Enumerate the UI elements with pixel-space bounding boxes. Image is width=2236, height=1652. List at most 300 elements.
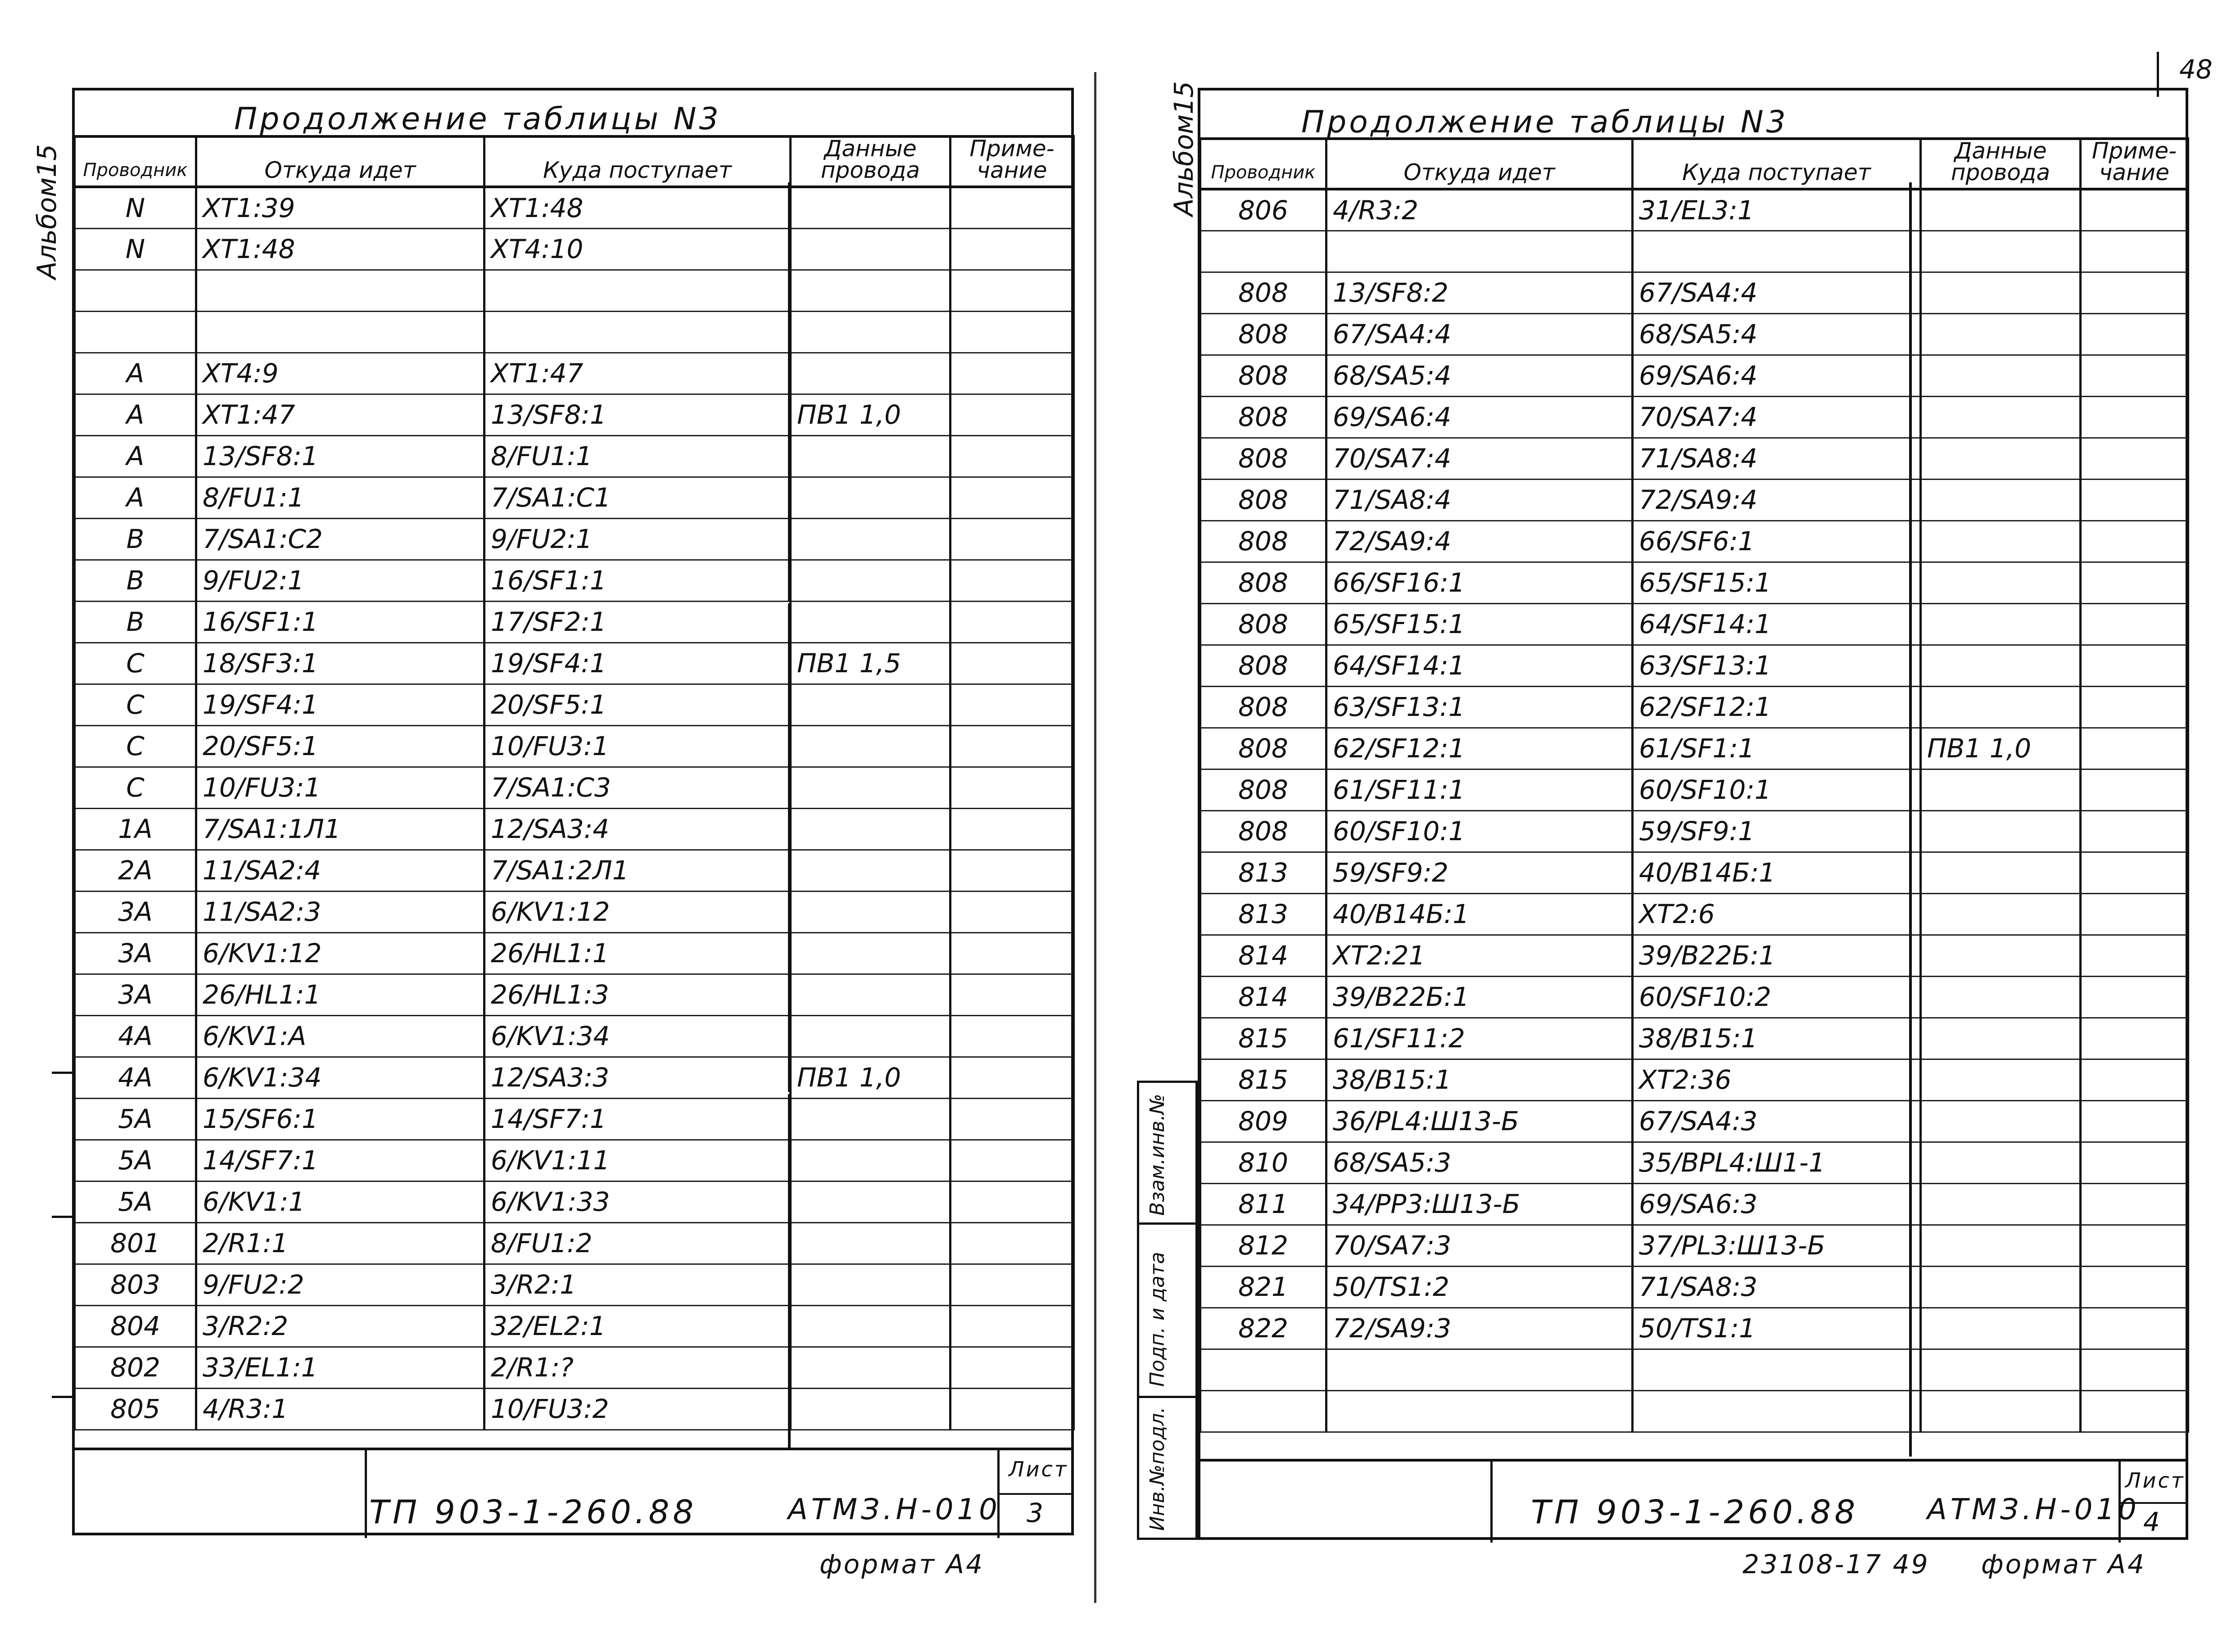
cell-conductor: 5A	[75, 1098, 196, 1140]
cell-to: 10/FU3:2	[484, 1388, 791, 1430]
cell-from: 8/FU1:1	[196, 477, 484, 518]
cell-wire-data	[791, 767, 951, 808]
cell-from: 9/FU2:2	[196, 1264, 484, 1305]
left-wire-table	[73, 135, 1075, 1430]
cell-to: 35/BPL4:Ш1-1	[1633, 1142, 1921, 1183]
cell-conductor: N	[75, 228, 196, 270]
cell-note	[951, 1057, 1074, 1098]
table-row	[1200, 603, 2188, 645]
cell-conductor: A	[75, 394, 196, 435]
cell-conductor: 805	[75, 1388, 196, 1430]
cell-to: 6/KV1:33	[484, 1181, 791, 1222]
cell-from: 61/SF11:1	[1326, 769, 1633, 810]
header-note: Приме- чание	[2081, 139, 2188, 189]
cell-wire-data	[1921, 189, 2081, 231]
cell-from: 68/SA5:3	[1326, 1142, 1633, 1183]
cell-note	[951, 477, 1074, 518]
table-row	[75, 1222, 1074, 1264]
cell-to: 26/HL1:3	[484, 974, 791, 1015]
cell-wire-data	[791, 1222, 951, 1264]
cell-wire-data	[791, 601, 951, 643]
cell-conductor: 5A	[75, 1181, 196, 1222]
header-from: Откуда идет	[1326, 139, 1633, 189]
cell-from: 6/KV1:1	[196, 1181, 484, 1222]
cell-wire-data	[1921, 1349, 2081, 1390]
cell-wire-data	[791, 477, 951, 518]
table-row	[75, 228, 1074, 270]
cell-to: 6/KV1:34	[484, 1015, 791, 1057]
table-row	[1200, 562, 2188, 603]
cell-from: 40/B14Б:1	[1326, 893, 1633, 935]
left-stamp-sheetline	[997, 1493, 1074, 1495]
table-row	[1200, 893, 2188, 935]
cell-conductor: C	[75, 725, 196, 767]
header-to: Куда поступает	[1633, 139, 1921, 189]
cell-to: 59/SF9:1	[1633, 810, 1921, 852]
cell-conductor: 808	[1200, 562, 1326, 603]
table-row	[1200, 1266, 2188, 1308]
cell-note	[2081, 520, 2188, 562]
cell-note	[951, 643, 1074, 684]
cell-conductor: 808	[1200, 520, 1326, 562]
cell-to: 38/B15:1	[1633, 1018, 1921, 1059]
cell-to: 7/SA1:C1	[484, 477, 791, 518]
cell-note	[951, 1347, 1074, 1388]
cell-note	[951, 601, 1074, 643]
cell-conductor: 809	[1200, 1100, 1326, 1142]
cell-wire-data	[791, 891, 951, 932]
cell-to: 14/SF7:1	[484, 1098, 791, 1140]
left-brace-1	[788, 182, 791, 601]
cell-to: 50/TS1:1	[1633, 1308, 1921, 1349]
left-stamp-doc: АТМЗ.Н-010	[788, 1493, 1001, 1526]
cell-to: 67/SA4:3	[1633, 1100, 1921, 1142]
cell-conductor: C	[75, 643, 196, 684]
cell-to: 13/SF8:1	[484, 394, 791, 435]
left-stamp-block	[72, 1448, 1074, 1535]
cell-note	[2081, 1308, 2188, 1349]
cell-from: 34/PP3:Ш13-Б	[1326, 1183, 1633, 1225]
right-stamp-doc: АТМЗ.Н-010	[1927, 1493, 2140, 1526]
right-table-title: Продолжение таблицы N3	[1301, 104, 1788, 140]
cell-conductor: 808	[1200, 272, 1326, 313]
cell-from: 39/B22Б:1	[1326, 976, 1633, 1018]
table-row	[75, 643, 1074, 684]
table-row	[75, 808, 1074, 850]
cell-to: 8/FU1:2	[484, 1222, 791, 1264]
cell-wire-data	[1921, 479, 2081, 520]
cell-to: XT1:47	[484, 353, 791, 394]
cell-conductor: 813	[1200, 852, 1326, 893]
cell-conductor: 815	[1200, 1059, 1326, 1100]
cell-note	[2081, 645, 2188, 686]
album-label-right: Альбом15	[1168, 81, 1199, 216]
cell-conductor: 808	[1200, 645, 1326, 686]
cell-note	[2081, 728, 2188, 769]
cell-wire-data	[791, 353, 951, 394]
cell-from	[196, 270, 484, 311]
header-conductor: Проводник	[75, 136, 196, 187]
cell-wire-data	[791, 974, 951, 1015]
cell-conductor: 813	[1200, 893, 1326, 935]
table-row	[75, 1057, 1074, 1098]
cell-note	[2081, 686, 2188, 728]
cell-note	[2081, 272, 2188, 313]
center-fold-line	[1094, 72, 1096, 1603]
cell-note	[2081, 1266, 2188, 1308]
cell-to: 71/SA8:4	[1633, 438, 1921, 479]
table-row	[1200, 1390, 2188, 1432]
cell-conductor: 808	[1200, 438, 1326, 479]
cell-wire-data	[1921, 272, 2081, 313]
side-label-replace-inv: Взам.инв.№	[1146, 1094, 1169, 1216]
cell-to: 60/SF10:2	[1633, 976, 1921, 1018]
cell-note	[2081, 479, 2188, 520]
cell-conductor	[1200, 1390, 1326, 1432]
cell-note	[2081, 769, 2188, 810]
cell-conductor: 808	[1200, 355, 1326, 396]
cell-from: 7/SA1:C2	[196, 518, 484, 560]
right-stamp-divider	[1490, 1462, 1493, 1543]
album-label-left: Альбом15	[32, 144, 62, 279]
table-row	[1200, 231, 2188, 272]
cell-conductor: 806	[1200, 189, 1326, 231]
left-sheet-number: 3	[1027, 1498, 1045, 1528]
cell-conductor: 808	[1200, 479, 1326, 520]
cell-wire-data	[1921, 1390, 2081, 1432]
right-brace	[1909, 182, 1912, 1457]
cell-from: 7/SA1:1Л1	[196, 808, 484, 850]
table-row	[1200, 769, 2188, 810]
cell-conductor: A	[75, 435, 196, 477]
cell-note	[951, 725, 1074, 767]
cell-to: XT2:6	[1633, 893, 1921, 935]
table-row	[1200, 1142, 2188, 1183]
cell-conductor: 3A	[75, 891, 196, 932]
table-row	[75, 767, 1074, 808]
cell-to: 8/FU1:1	[484, 435, 791, 477]
left-stamp-code: ТП 903-1-260.88	[369, 1493, 697, 1531]
cell-wire-data	[1921, 1225, 2081, 1266]
table-row	[1200, 728, 2188, 769]
right-sheet-label: Лист	[2125, 1468, 2185, 1493]
cell-from: 38/B15:1	[1326, 1059, 1633, 1100]
cell-from: 13/SF8:1	[196, 435, 484, 477]
table-row	[1200, 645, 2188, 686]
cell-from: XT1:47	[196, 394, 484, 435]
cell-note	[951, 435, 1074, 477]
cell-conductor: 1A	[75, 808, 196, 850]
table-row	[1200, 935, 2188, 976]
cell-conductor: 810	[1200, 1142, 1326, 1183]
cell-note	[951, 932, 1074, 974]
cell-to: 61/SF1:1	[1633, 728, 1921, 769]
cell-to: 60/SF10:1	[1633, 769, 1921, 810]
cell-note	[951, 228, 1074, 270]
table-row	[75, 518, 1074, 560]
cell-note	[2081, 189, 2188, 231]
cell-note	[951, 1098, 1074, 1140]
cell-from: 3/R2:2	[196, 1305, 484, 1347]
cell-note	[2081, 1059, 2188, 1100]
cell-from: 6/KV1:A	[196, 1015, 484, 1057]
table-row	[1200, 1349, 2188, 1390]
cell-to: 66/SF6:1	[1633, 520, 1921, 562]
cell-conductor: 808	[1200, 396, 1326, 438]
cell-conductor: 801	[75, 1222, 196, 1264]
cell-conductor: N	[75, 187, 196, 228]
table-row	[75, 601, 1074, 643]
cell-note	[951, 767, 1074, 808]
cell-conductor: 4A	[75, 1015, 196, 1057]
cell-from: XT2:21	[1326, 935, 1633, 976]
cell-conductor: 808	[1200, 313, 1326, 355]
table-row	[1200, 810, 2188, 852]
cell-wire-data	[1921, 976, 2081, 1018]
cell-note	[2081, 1349, 2188, 1390]
table-row	[75, 1347, 1074, 1388]
cell-wire-data	[791, 1347, 951, 1388]
cell-wire-data	[1921, 1142, 2081, 1183]
cell-from: 19/SF4:1	[196, 684, 484, 725]
cell-note	[951, 684, 1074, 725]
table-row	[1200, 852, 2188, 893]
cell-from: 71/SA8:4	[1326, 479, 1633, 520]
cell-to: 3/R2:1	[484, 1264, 791, 1305]
cell-from: 70/SA7:4	[1326, 438, 1633, 479]
cell-to	[1633, 1349, 1921, 1390]
right-stamp-block	[1198, 1459, 2188, 1540]
cell-to: 9/FU2:1	[484, 518, 791, 560]
cell-note	[2081, 893, 2188, 935]
cell-from: 10/FU3:1	[196, 767, 484, 808]
table-row	[1200, 396, 2188, 438]
cell-to: 64/SF14:1	[1633, 603, 1921, 645]
header-to: Куда поступает	[484, 136, 791, 187]
table-row	[75, 394, 1074, 435]
cell-to: 62/SF12:1	[1633, 686, 1921, 728]
cell-wire-data	[1921, 603, 2081, 645]
left-brace-3	[788, 1094, 791, 1450]
left-margin-tick-2	[52, 1216, 72, 1218]
table-row	[1200, 1225, 2188, 1266]
cell-conductor: 808	[1200, 603, 1326, 645]
cell-note	[2081, 1018, 2188, 1059]
cell-note	[2081, 562, 2188, 603]
cell-to: 63/SF13:1	[1633, 645, 1921, 686]
cell-wire-data	[1921, 769, 2081, 810]
cell-conductor: 3A	[75, 974, 196, 1015]
cell-wire-data	[1921, 645, 2081, 686]
cell-to: 71/SA8:3	[1633, 1266, 1921, 1308]
cell-wire-data: ПВ1 1,0	[791, 394, 951, 435]
table-row	[75, 187, 1074, 228]
left-stamp-divider	[365, 1450, 367, 1538]
table-row	[75, 353, 1074, 394]
cell-from: 13/SF8:2	[1326, 272, 1633, 313]
cell-note	[2081, 852, 2188, 893]
cell-conductor: 2A	[75, 850, 196, 891]
cell-to	[484, 270, 791, 311]
cell-from: 6/KV1:12	[196, 932, 484, 974]
cell-conductor: 808	[1200, 728, 1326, 769]
cell-to: 10/FU3:1	[484, 725, 791, 767]
table-row	[1200, 355, 2188, 396]
cell-to: 65/SF15:1	[1633, 562, 1921, 603]
cell-from	[1326, 231, 1633, 272]
cell-note	[2081, 396, 2188, 438]
cell-conductor: B	[75, 560, 196, 601]
header-conductor: Проводник	[1200, 139, 1326, 189]
table-row	[75, 270, 1074, 311]
cell-to: 2/R1:?	[484, 1347, 791, 1388]
cell-to: 6/KV1:12	[484, 891, 791, 932]
cell-conductor: B	[75, 601, 196, 643]
cell-conductor: 808	[1200, 769, 1326, 810]
cell-from: 66/SF16:1	[1326, 562, 1633, 603]
header-from: Откуда идет	[196, 136, 484, 187]
cell-to: 20/SF5:1	[484, 684, 791, 725]
cell-note	[951, 1388, 1074, 1430]
cell-conductor: 803	[75, 1264, 196, 1305]
cell-note	[2081, 231, 2188, 272]
cell-conductor: A	[75, 353, 196, 394]
cell-conductor	[75, 270, 196, 311]
cell-wire-data	[1921, 396, 2081, 438]
cell-conductor: B	[75, 518, 196, 560]
cell-from: 9/FU2:1	[196, 560, 484, 601]
cell-from: 26/HL1:1	[196, 974, 484, 1015]
cell-from: 65/SF15:1	[1326, 603, 1633, 645]
cell-wire-data	[791, 725, 951, 767]
cell-from: 60/SF10:1	[1326, 810, 1633, 852]
cell-note	[2081, 935, 2188, 976]
table-row	[1200, 438, 2188, 479]
table-row	[75, 974, 1074, 1015]
cell-wire-data	[1921, 1100, 2081, 1142]
cell-to: 69/SA6:3	[1633, 1183, 1921, 1225]
cell-conductor: 808	[1200, 686, 1326, 728]
cell-note	[2081, 313, 2188, 355]
cell-note	[2081, 355, 2188, 396]
cell-conductor: 4A	[75, 1057, 196, 1098]
table-row	[75, 684, 1074, 725]
cell-conductor: 814	[1200, 976, 1326, 1018]
cell-wire-data	[791, 1305, 951, 1347]
left-format: формат А4	[819, 1549, 984, 1580]
cell-to	[1633, 1390, 1921, 1432]
cell-to: 70/SA7:4	[1633, 396, 1921, 438]
cell-note	[951, 311, 1074, 353]
cell-conductor: 822	[1200, 1308, 1326, 1349]
cell-note	[951, 394, 1074, 435]
cell-from: 68/SA5:4	[1326, 355, 1633, 396]
cell-to: XT2:36	[1633, 1059, 1921, 1100]
right-stamp-code: ТП 903-1-260.88	[1531, 1493, 1859, 1531]
cell-to: 72/SA9:4	[1633, 479, 1921, 520]
table-row	[1200, 272, 2188, 313]
cell-wire-data	[1921, 1266, 2081, 1308]
side-label-inv-orig: Инв.№подл.	[1146, 1407, 1169, 1531]
header-wire-data: Данные провода	[1921, 139, 2081, 189]
cell-wire-data	[1921, 313, 2081, 355]
cell-note	[951, 1222, 1074, 1264]
left-brace-2	[788, 603, 791, 1092]
cell-conductor: 821	[1200, 1266, 1326, 1308]
cell-wire-data	[1921, 1308, 2081, 1349]
left-margin-tick-1	[52, 1072, 72, 1074]
cell-note	[2081, 976, 2188, 1018]
table-row	[1200, 313, 2188, 355]
cell-wire-data: ПВ1 1,5	[791, 643, 951, 684]
cell-to: 12/SA3:3	[484, 1057, 791, 1098]
cell-wire-data	[1921, 686, 2081, 728]
cell-wire-data	[1921, 935, 2081, 976]
cell-wire-data	[1921, 852, 2081, 893]
table-row	[75, 1098, 1074, 1140]
right-format: формат А4	[1981, 1549, 2146, 1580]
side-label-sign-date: Подп. и дата	[1146, 1252, 1169, 1387]
cell-to	[484, 311, 791, 353]
cell-conductor	[75, 311, 196, 353]
table-row	[1200, 189, 2188, 231]
left-header-row	[75, 136, 1074, 187]
cell-to: 32/EL2:1	[484, 1305, 791, 1347]
cell-wire-data	[791, 311, 951, 353]
cell-from: 61/SF11:2	[1326, 1018, 1633, 1059]
cell-from: 14/SF7:1	[196, 1140, 484, 1181]
cell-from	[1326, 1349, 1633, 1390]
cell-conductor: 5A	[75, 1140, 196, 1181]
cell-from: 20/SF5:1	[196, 725, 484, 767]
cell-from: 50/TS1:2	[1326, 1266, 1633, 1308]
cell-wire-data	[791, 1098, 951, 1140]
cell-from: 72/SA9:4	[1326, 520, 1633, 562]
cell-note	[951, 850, 1074, 891]
cell-conductor: 802	[75, 1347, 196, 1388]
cell-note	[951, 1015, 1074, 1057]
cell-to: 37/PL3:Ш13-Б	[1633, 1225, 1921, 1266]
cell-from: 67/SA4:4	[1326, 313, 1633, 355]
cell-wire-data	[1921, 893, 2081, 935]
cell-note	[951, 808, 1074, 850]
table-row	[75, 891, 1074, 932]
table-row	[1200, 1100, 2188, 1142]
cell-note	[951, 1181, 1074, 1222]
cell-wire-data	[1921, 1018, 2081, 1059]
table-row	[1200, 479, 2188, 520]
cell-from: 18/SF3:1	[196, 643, 484, 684]
cell-to: 31/EL3:1	[1633, 189, 1921, 231]
table-row	[1200, 686, 2188, 728]
cell-to: 68/SA5:4	[1633, 313, 1921, 355]
cell-from: 63/SF13:1	[1326, 686, 1633, 728]
table-row	[75, 477, 1074, 518]
cell-wire-data	[1921, 1059, 2081, 1100]
cell-note	[951, 353, 1074, 394]
cell-note	[2081, 438, 2188, 479]
cell-wire-data	[1921, 355, 2081, 396]
table-row	[75, 1264, 1074, 1305]
table-row	[75, 1015, 1074, 1057]
cell-note	[2081, 810, 2188, 852]
cell-wire-data	[791, 808, 951, 850]
cell-to: XT4:10	[484, 228, 791, 270]
cell-note	[2081, 1225, 2188, 1266]
left-table-title: Продолжение таблицы N3	[234, 101, 721, 137]
table-row	[1200, 520, 2188, 562]
cell-note	[951, 187, 1074, 228]
